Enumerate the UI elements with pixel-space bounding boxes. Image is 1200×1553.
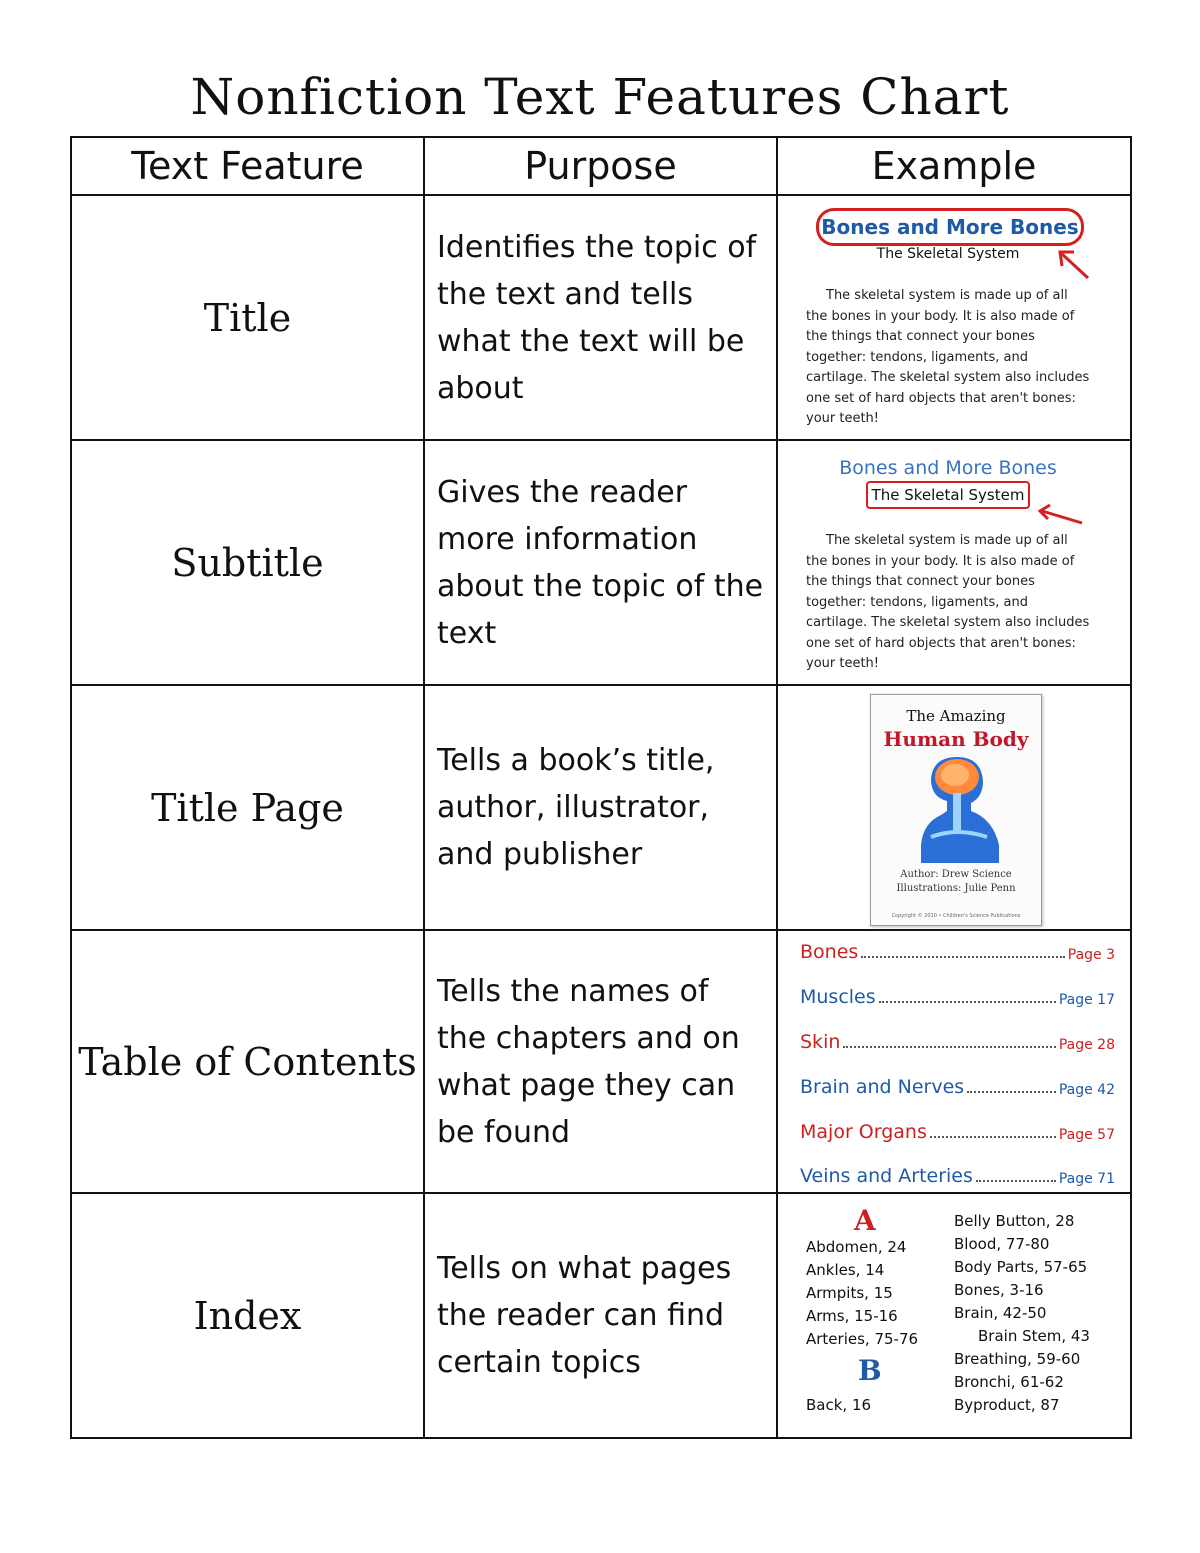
toc-name: Bones bbox=[800, 941, 859, 963]
pointer-arrow-icon bbox=[1056, 246, 1092, 282]
book-illustrator: Illustrations: Julie Penn bbox=[896, 883, 1016, 894]
feature-cell: Table of Contents bbox=[71, 930, 424, 1193]
index-entry: Blood, 77-80 bbox=[954, 1235, 1050, 1253]
header-text-feature: Text Feature bbox=[71, 137, 424, 195]
book-author: Author: Drew Science bbox=[900, 869, 1012, 880]
index-entry: Belly Button, 28 bbox=[954, 1212, 1075, 1230]
purpose-cell: Tells the names of the chapters and on what page they can be found bbox=[424, 930, 777, 1193]
example-subtitle-body: The skeletal system is made up of all the bones in your body. It is also made of the things that connect your bones together: tendons, ligaments, and cartilage. The skeletal system also includes one set of hard objects that aren't bones: your teeth! bbox=[806, 533, 1090, 671]
purpose-cell: Tells on what pages the reader can find certain topics bbox=[424, 1193, 777, 1438]
toc-entry bbox=[800, 1115, 1115, 1143]
index-b-left-entries bbox=[806, 1394, 871, 1417]
human-head-illustration-icon bbox=[901, 753, 1011, 863]
index-entry: Arteries, 75-76 bbox=[806, 1330, 919, 1348]
toc-page: Page 42 bbox=[1058, 1082, 1115, 1098]
feature-cell: Subtitle bbox=[71, 440, 424, 685]
table-row bbox=[71, 685, 1131, 930]
index-b-right-entries bbox=[954, 1210, 1090, 1417]
book-cover bbox=[870, 694, 1042, 926]
example-subtitle-subheading: The Skeletal System bbox=[866, 481, 1030, 509]
index-a-entries bbox=[806, 1236, 918, 1351]
page-title: Nonfiction Text Features Chart bbox=[190, 68, 1010, 126]
toc-entry bbox=[800, 980, 1115, 1008]
toc-name: Major Organs bbox=[800, 1121, 927, 1143]
purpose-cell: Tells a book’s title, author, illustrator, and publisher bbox=[424, 685, 777, 930]
table-row bbox=[71, 195, 1131, 440]
toc-name: Skin bbox=[800, 1031, 841, 1053]
index-entry: Bones, 3-16 bbox=[954, 1281, 1044, 1299]
toc-entry bbox=[800, 1070, 1115, 1098]
index-letter-b: B bbox=[858, 1354, 882, 1387]
index-letter-a: A bbox=[854, 1204, 876, 1237]
table-row bbox=[71, 440, 1131, 685]
text-features-table bbox=[70, 136, 1132, 1439]
index-entry: Brain, 42-50 bbox=[954, 1304, 1047, 1322]
example-cell bbox=[777, 685, 1131, 930]
index-entry: Ankles, 14 bbox=[806, 1261, 885, 1279]
example-title-heading: Bones and More Bones bbox=[816, 208, 1084, 246]
header-example: Example bbox=[777, 137, 1131, 195]
book-title-line1: The Amazing bbox=[906, 707, 1006, 725]
index-entry: Breathing, 59-60 bbox=[954, 1350, 1081, 1368]
table-row bbox=[71, 930, 1131, 1193]
index-entry: Bronchi, 61-62 bbox=[954, 1373, 1064, 1391]
toc-name: Brain and Nerves bbox=[800, 1076, 965, 1098]
toc-entry bbox=[800, 1025, 1115, 1053]
feature-cell: Index bbox=[71, 1193, 424, 1438]
index-entry: Body Parts, 57-65 bbox=[954, 1258, 1088, 1276]
toc-name: Muscles bbox=[800, 986, 876, 1008]
toc-page: Page 17 bbox=[1058, 992, 1115, 1008]
toc-page: Page 28 bbox=[1058, 1037, 1115, 1053]
toc-page: Page 71 bbox=[1058, 1171, 1115, 1187]
toc-entry bbox=[800, 935, 1115, 963]
pointer-arrow-icon bbox=[1034, 503, 1086, 529]
index-entry: Abdomen, 24 bbox=[806, 1238, 907, 1256]
toc-page: Page 3 bbox=[1067, 947, 1115, 963]
feature-cell: Title Page bbox=[71, 685, 424, 930]
book-copyright: Copyright © 2010 • Children's Science Publications bbox=[891, 913, 1021, 919]
table-header-row bbox=[71, 137, 1131, 195]
example-title-body: The skeletal system is made up of all the bones in your body. It is also made of the things that connect your bones together: tendons, ligaments, and cartilage. The skeletal system also includes one set of hard objects that aren't bones: your teeth! bbox=[806, 288, 1090, 426]
purpose-cell: Identifies the topic of the text and tells what the text will be about bbox=[424, 195, 777, 440]
example-cell bbox=[777, 195, 1131, 440]
header-purpose: Purpose bbox=[424, 137, 777, 195]
example-cell bbox=[777, 930, 1131, 1193]
book-title-line2: Human Body bbox=[883, 727, 1029, 751]
index-entry: Arms, 15-16 bbox=[806, 1307, 898, 1325]
example-title-subheading: The Skeletal System bbox=[876, 246, 1020, 262]
example-subtitle-heading: Bones and More Bones bbox=[839, 457, 1057, 479]
purpose-cell: Gives the reader more information about the topic of the text bbox=[424, 440, 777, 685]
feature-cell: Title bbox=[71, 195, 424, 440]
index-entry: Armpits, 15 bbox=[806, 1284, 893, 1302]
example-cell bbox=[777, 1193, 1131, 1438]
example-cell bbox=[777, 440, 1131, 685]
toc-page: Page 57 bbox=[1058, 1127, 1115, 1143]
toc-entry bbox=[800, 1159, 1115, 1187]
index-entry: Byproduct, 87 bbox=[954, 1396, 1060, 1414]
toc-name: Veins and Arteries bbox=[800, 1165, 973, 1187]
table-row bbox=[71, 1193, 1131, 1438]
index-entry: Back, 16 bbox=[806, 1396, 872, 1414]
index-entry: Brain Stem, 43 bbox=[978, 1327, 1090, 1345]
